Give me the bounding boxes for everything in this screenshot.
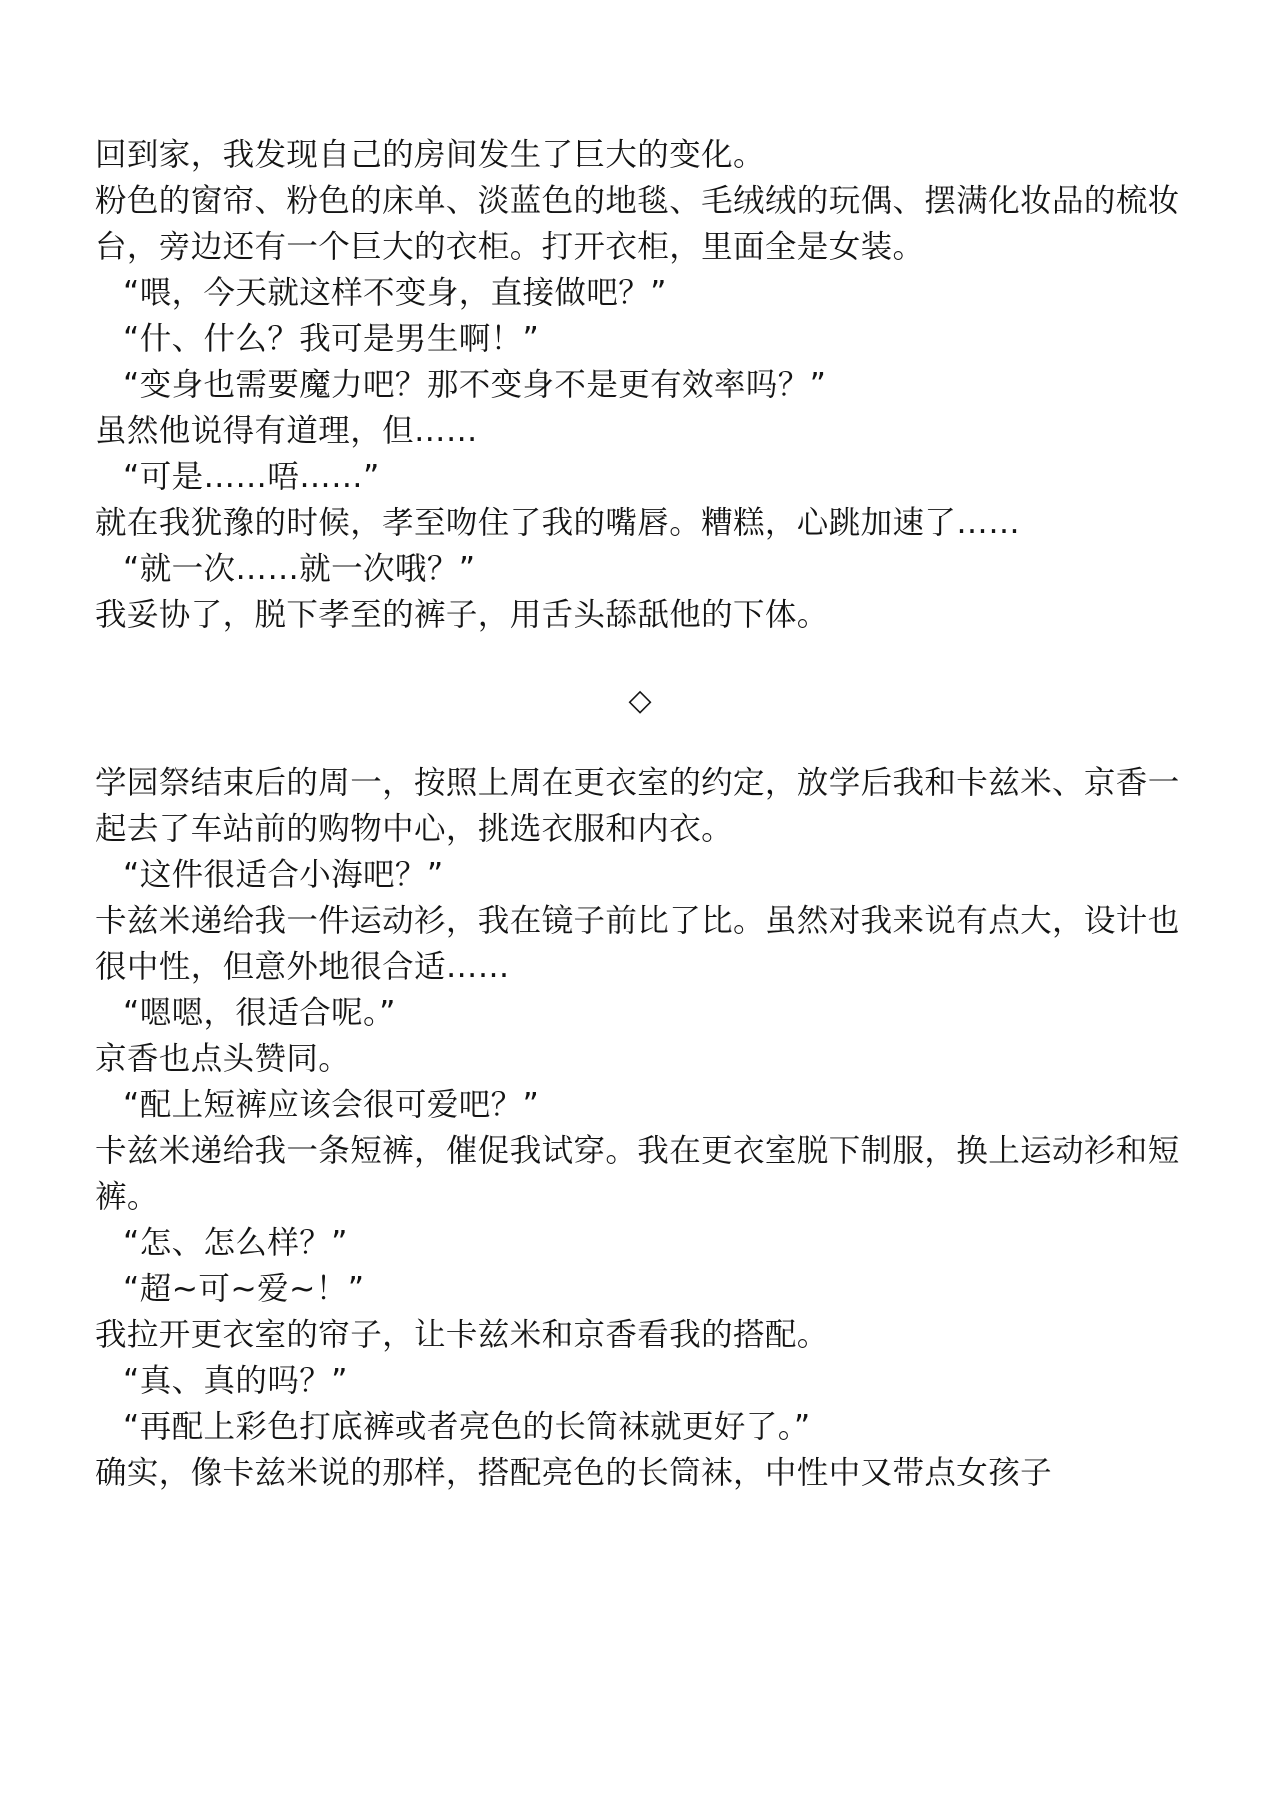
section-one — [95, 132, 1185, 638]
paragraph: 京香也点头赞同。 — [95, 1041, 351, 1077]
paragraph: “喂，今天就这样不变身，直接做吧？” — [123, 275, 667, 311]
paragraph: “再配上彩色打底裤或者亮色的长筒袜就更好了。” — [123, 1409, 811, 1445]
paragraph: 卡兹米递给我一条短裤，催促我试穿。我在更衣室脱下制服，换上运动衫和短裤。 — [95, 1133, 1180, 1215]
paragraph: 粉色的窗帘、粉色的床单、淡蓝色的地毯、毛绒绒的玩偶、摆满化妆品的梳妆台，旁边还有一个巨大的衣柜。打开衣柜，里面全是女装。 — [95, 183, 1180, 265]
paragraph: 就在我犹豫的时候，孝至吻住了我的嘴唇。糟糕，心跳加速了…… — [95, 505, 1021, 541]
paragraph: “配上短裤应该会很可爱吧？” — [123, 1087, 540, 1123]
paragraph: “可是……唔……” — [123, 459, 380, 495]
section-divider: ◇ — [628, 683, 652, 718]
paragraph: 回到家，我发现自己的房间发生了巨大的变化。 — [95, 137, 765, 173]
paragraph: 确实，像卡兹米说的那样，搭配亮色的长筒袜，中性中又带点女孩子 — [95, 1455, 1053, 1491]
section-two — [95, 760, 1185, 1496]
paragraph: “怎、怎么样？” — [123, 1225, 348, 1261]
paragraph: “嗯嗯，很适合呢。” — [123, 995, 396, 1031]
paragraph: “就一次……就一次哦？” — [123, 551, 476, 587]
paragraph: “这件很适合小海吧？” — [123, 857, 444, 893]
paragraph: “变身也需要魔力吧？那不变身不是更有效率吗？” — [123, 367, 827, 403]
paragraph: 虽然他说得有道理，但…… — [95, 413, 478, 449]
paragraph: 我妥协了，脱下孝至的裤子，用舌头舔舐他的下体。 — [95, 597, 829, 633]
paragraph: 学园祭结束后的周一，按照上周在更衣室的约定，放学后我和卡兹米、京香一起去了车站前的购物中心，挑选衣服和内衣。 — [95, 765, 1180, 847]
paragraph: “超~可~爱~！” — [123, 1271, 365, 1307]
paragraph: “什、什么？我可是男生啊！” — [123, 321, 540, 357]
paragraph: 我拉开更衣室的帘子，让卡兹米和京香看我的搭配。 — [95, 1317, 829, 1353]
paragraph: 卡兹米递给我一件运动衫，我在镜子前比了比。虽然对我来说有点大，设计也很中性，但意外地很合适…… — [95, 903, 1180, 985]
paragraph: “真、真的吗？” — [123, 1363, 348, 1399]
